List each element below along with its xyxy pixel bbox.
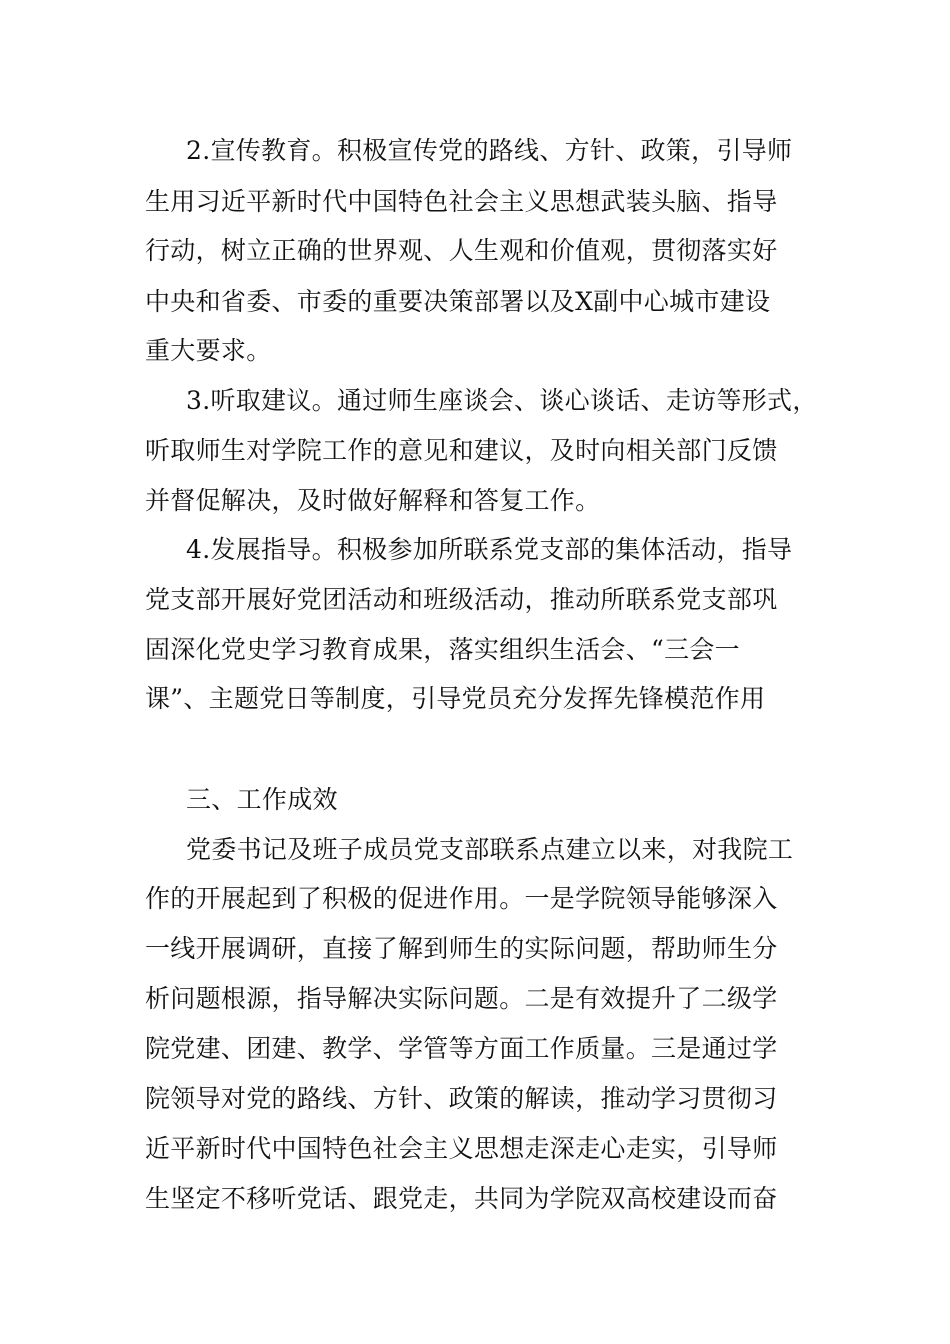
paragraph-3-line-2: 听取师生对学院工作的意见和建议，及时向相关部门反馈	[145, 436, 778, 465]
paragraph-2-line-5: 重大要求。	[145, 336, 272, 365]
results-line-1: 党委书记及班子成员党支部联系点建立以来，对我院工	[186, 835, 794, 864]
paragraph-4-line-1: 4.发展指导。积极参加所联系党支部的集体活动，指导	[186, 535, 793, 564]
results-line-2: 作的开展起到了积极的促进作用。一是学院领导能够深入	[145, 884, 778, 913]
paragraph-2-line-2: 生用习近平新时代中国特色社会主义思想武装头脑、指导	[145, 187, 778, 216]
results-line-6: 院领导对党的路线、方针、政策的解读，推动学习贯彻习	[145, 1084, 778, 1113]
paragraph-2-line-4: 中央和省委、市委的重要决策部署以及X副中心城市建设	[145, 287, 771, 316]
paragraph-2-line-3: 行动，树立正确的世界观、人生观和价值观，贯彻落实好	[145, 236, 778, 265]
results-line-5: 院党建、团建、教学、学管等方面工作质量。三是通过学	[145, 1034, 778, 1063]
paragraph-2-line-1: 2.宣传教育。积极宣传党的路线、方针、政策，引导师	[186, 136, 793, 165]
paragraph-3-line-1: 3.听取建议。通过师生座谈会、谈心谈话、走访等形式，	[186, 386, 818, 415]
paragraph-4-line-4: 课”、主题党日等制度，引导党员充分发挥先锋模范作用	[145, 684, 766, 713]
results-line-3: 一线开展调研，直接了解到师生的实际问题，帮助师生分	[145, 934, 778, 963]
paragraph-3-line-3: 并督促解决，及时做好解释和答复工作。	[145, 486, 601, 515]
paragraph-4-line-2: 党支部开展好党团活动和班级活动，推动所联系党支部巩	[145, 585, 778, 614]
results-line-4: 析问题根源，指导解决实际问题。二是有效提升了二级学	[145, 984, 778, 1013]
section-heading: 三、工作成效	[186, 785, 338, 814]
paragraph-4-line-3: 固深化党史学习教育成果，落实组织生活会、“三会一	[145, 635, 740, 664]
results-line-7: 近平新时代中国特色社会主义思想走深走心走实，引导师	[145, 1134, 778, 1163]
results-line-8: 生坚定不移听党话、跟党走，共同为学院双高校建设而奋	[145, 1184, 778, 1213]
